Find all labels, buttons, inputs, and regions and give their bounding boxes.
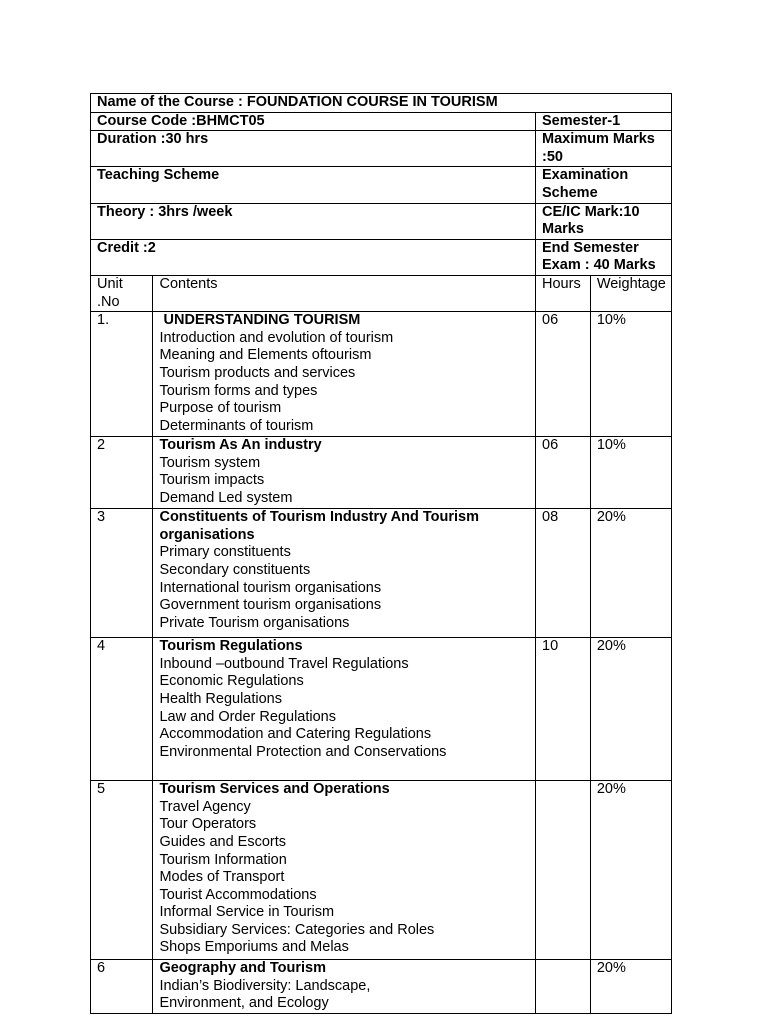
unit-row [91,638,672,781]
credit: Credit :2 [91,239,536,275]
duration-row [91,131,672,167]
unit-topic: Tourism Information [159,851,287,868]
course-code-row [91,112,672,131]
exam-scheme: Examination Scheme [536,167,672,203]
unit-topic: Government tourism organisations [159,597,382,614]
unit-hours [536,960,591,1014]
unit-topic: Tourism system [159,454,261,471]
unit-row [91,960,672,1014]
end-sem-exam: End Semester Exam : 40 Marks [536,239,672,275]
unit-topic: Travel Agency [159,798,251,815]
unit-topic: Shops Emporiums and Melas [159,939,349,956]
unit-hours: 06 [536,312,591,437]
unit-contents [153,437,536,509]
unit-title: Tourism Services and Operations [159,781,390,798]
theory: Theory : 3hrs /week [91,203,536,239]
unit-row [91,509,672,638]
theory-row [91,203,672,239]
unit-weightage: 10% [590,312,671,437]
unit-number: 6 [91,960,153,1014]
max-marks: Maximum Marks :50 [536,131,672,167]
unit-title: Tourism Regulations [159,638,303,655]
unit-weightage: 20% [590,781,671,960]
unit-number: 2 [91,437,153,509]
scheme-row [91,167,672,203]
unit-number: 1. [91,312,153,437]
unit-title: Constituents of Tourism Industry And Tourism [159,509,479,526]
unit-topic: Primary constituents [159,544,291,561]
unit-topic: Indian’s Biodiversity: Landscape, [159,977,371,994]
unit-topic: Tourism impacts [159,472,265,489]
unit-row [91,312,672,437]
unit-topic: Determinants of tourism [159,417,314,434]
unit-topic: Tourist Accommodations [159,886,317,903]
unit-topic: Health Regulations [159,690,282,707]
col-header-weightage: Weightage [590,275,671,311]
unit-row [91,437,672,509]
unit-weightage: 20% [590,509,671,638]
unit-hours: 08 [536,509,591,638]
unit-contents [153,781,536,960]
unit-number: 4 [91,638,153,781]
unit-topic: Private Tourism organisations [159,614,350,631]
unit-topic: Environmental Protection and Conservations [159,743,447,760]
col-header-contents: Contents [153,275,536,311]
unit-topic: International tourism organisations [159,579,382,596]
unit-number: 3 [91,509,153,638]
unit-topic: Environment, and Ecology [159,995,329,1012]
unit-weightage: 20% [590,638,671,781]
course-name-row [91,94,672,113]
unit-topic: Demand Led system [159,489,293,506]
unit-number: 5 [91,781,153,960]
ceic-mark: CE/IC Mark:10 Marks [536,203,672,239]
unit-title: Geography and Tourism [159,960,326,977]
unit-hours: 10 [536,638,591,781]
unit-topic: Secondary constituents [159,561,311,578]
unit-hours [536,781,591,960]
unit-title: Tourism As An industry [159,437,322,454]
unit-contents [153,312,536,437]
unit-topic: Inbound –outbound Travel Regulations [159,655,409,672]
teaching-scheme: Teaching Scheme [91,167,536,203]
semester: Semester-1 [536,112,672,131]
unit-weightage: 20% [590,960,671,1014]
syllabus-table [90,93,672,1014]
unit-contents [153,960,536,1014]
unit-row [91,781,672,960]
credit-row [91,239,672,275]
col-header-unit: Unit .No [91,275,153,311]
unit-topic: Accommodation and Catering Regulations [159,726,432,743]
unit-topic: Purpose of tourism [159,400,282,417]
unit-topic: Tourism forms and types [159,382,318,399]
unit-topic: Economic Regulations [159,673,304,690]
unit-title-continued: organisations [159,526,255,543]
course-code: Course Code :BHMCT05 [91,112,536,131]
unit-topic: Introduction and evolution of tourism [159,329,394,346]
col-header-hours: Hours [536,275,591,311]
unit-topic: Informal Service in Tourism [159,904,335,921]
duration: Duration :30 hrs [91,131,536,167]
unit-topic: Meaning and Elements oftourism [159,347,372,364]
column-header-row [91,275,672,311]
unit-contents [153,638,536,781]
unit-topic: Law and Order Regulations [159,708,336,725]
unit-hours: 06 [536,437,591,509]
course-name: Name of the Course : FOUNDATION COURSE IN TOURISM [91,94,672,113]
unit-weightage: 10% [590,437,671,509]
unit-topic: Subsidiary Services: Categories and Roles [159,921,435,938]
unit-topic: Tour Operators [159,816,257,833]
unit-contents [153,509,536,638]
unit-topic: Modes of Transport [159,869,285,886]
unit-topic: Tourism products and services [159,364,356,381]
unit-topic: Guides and Escorts [159,833,287,850]
unit-title: UNDERSTANDING TOURISM [159,312,361,329]
